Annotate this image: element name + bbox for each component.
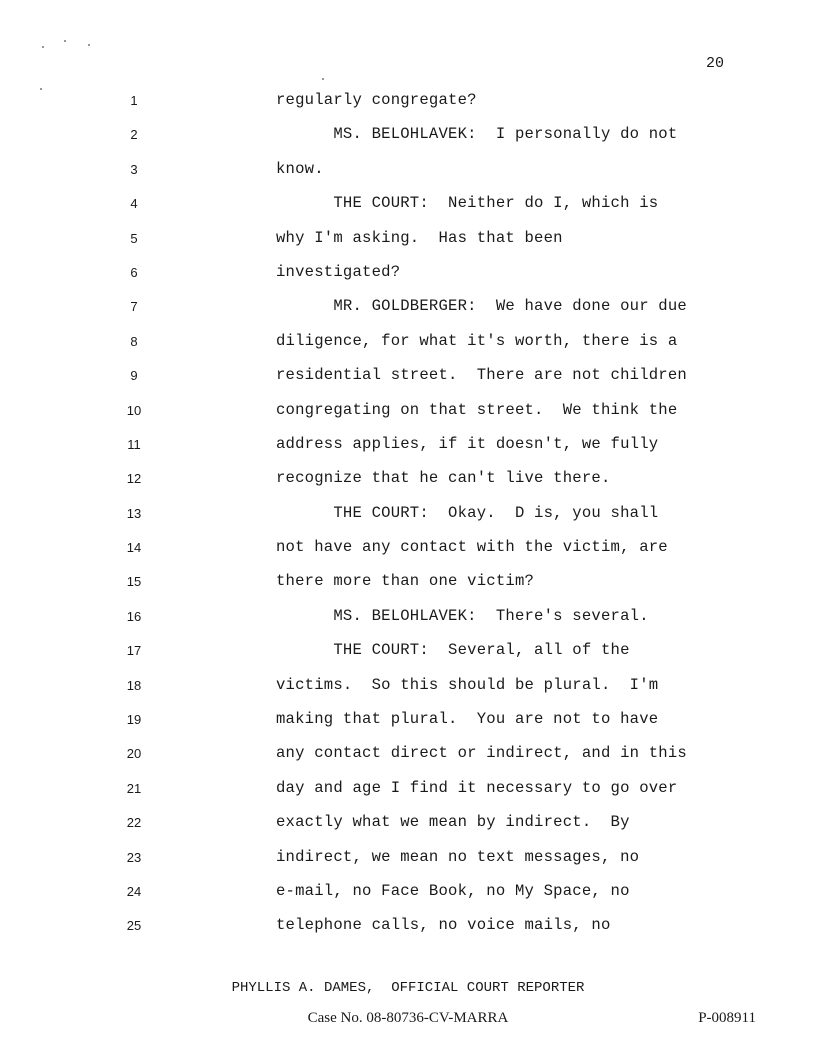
line-number: 21 (126, 780, 142, 796)
transcript-line (0, 294, 816, 328)
line-text: diligence, for what it's worth, there is a (276, 331, 678, 350)
line-number: 12 (126, 471, 142, 487)
line-number: 6 (130, 264, 138, 280)
line-number: 22 (126, 815, 142, 831)
transcript-line (0, 432, 816, 466)
line-text: exactly what we mean by indirect. By (276, 813, 630, 832)
line-number: 10 (126, 402, 142, 418)
transcript-line (0, 604, 816, 638)
transcript-line (0, 913, 816, 947)
line-text: THE COURT: Neither do I, which is (276, 194, 659, 213)
line-number: 14 (126, 540, 142, 556)
line-text: there more than one victim? (276, 572, 535, 591)
scan-speck (322, 78, 324, 80)
transcript-line (0, 88, 816, 122)
line-number: 25 (126, 918, 142, 934)
line-number: 20 (126, 746, 142, 762)
transcript-line (0, 535, 816, 569)
line-text: making that plural. You are not to have (276, 710, 659, 729)
transcript-line (0, 673, 816, 707)
transcript-line (0, 776, 816, 810)
transcript-line (0, 466, 816, 500)
line-text: recognize that he can't live there. (276, 469, 611, 488)
line-text: any contact direct or indirect, and in this (276, 744, 687, 763)
line-text: THE COURT: Okay. D is, you shall (276, 503, 659, 522)
scan-speck (40, 88, 42, 90)
transcript-line (0, 810, 816, 844)
transcript-line (0, 398, 816, 432)
line-text: investigated? (276, 262, 401, 281)
transcript-line (0, 638, 816, 672)
transcript-body (0, 88, 816, 948)
line-text: residential street. There are not children (276, 366, 687, 385)
transcript-line (0, 157, 816, 191)
line-number: 23 (126, 849, 142, 865)
scan-speck (42, 46, 44, 48)
transcript-line (0, 845, 816, 879)
transcript-line (0, 741, 816, 775)
line-text: MR. GOLDBERGER: We have done our due (276, 297, 687, 316)
case-number: Case No. 08-80736-CV-MARRA (307, 1010, 509, 1026)
line-number: 17 (126, 643, 142, 659)
court-reporter-footer: PHYLLIS A. DAMES, OFFICIAL COURT REPORTER (231, 980, 585, 996)
transcript-line (0, 501, 816, 535)
line-number: 24 (126, 883, 142, 899)
page-number: 20 (705, 55, 724, 72)
line-number: 1 (130, 93, 138, 108)
line-text: e-mail, no Face Book, no My Space, no (276, 881, 630, 900)
line-text: telephone calls, no voice mails, no (276, 916, 611, 935)
line-number: 9 (130, 368, 138, 384)
line-number: 13 (126, 505, 142, 521)
line-number: 4 (130, 196, 138, 212)
line-number: 15 (126, 574, 142, 590)
scan-speck (64, 40, 66, 42)
line-number: 2 (130, 127, 138, 143)
line-text: MS. BELOHLAVEK: There's several. (276, 606, 649, 625)
transcript-line (0, 122, 816, 156)
line-text: THE COURT: Several, all of the (276, 641, 630, 660)
transcript-line (0, 226, 816, 260)
transcript-line (0, 707, 816, 741)
line-text: address applies, if it doesn't, we fully (276, 434, 659, 453)
line-text: know. (276, 159, 324, 178)
line-text: regularly congregate? (276, 91, 477, 109)
scan-speck (88, 44, 90, 46)
line-text: why I'm asking. Has that been (276, 228, 563, 247)
line-number: 16 (126, 608, 142, 624)
line-number: 7 (130, 299, 138, 315)
line-number: 19 (126, 712, 142, 728)
transcript-line (0, 879, 816, 913)
line-text: not have any contact with the victim, are (276, 538, 668, 557)
transcript-line (0, 569, 816, 603)
line-text: day and age I find it necessary to go over (276, 778, 678, 797)
bates-number: P-008911 (698, 1010, 756, 1026)
transcript-line (0, 191, 816, 225)
line-text: indirect, we mean no text messages, no (276, 847, 640, 866)
line-number: 5 (130, 230, 138, 246)
line-number: 18 (126, 677, 142, 693)
line-text: MS. BELOHLAVEK: I personally do not (276, 125, 678, 144)
transcript-line (0, 363, 816, 397)
line-text: congregating on that street. We think the (276, 400, 678, 419)
line-text: victims. So this should be plural. I'm (276, 675, 659, 694)
transcript-line (0, 260, 816, 294)
transcript-line (0, 329, 816, 363)
line-number: 8 (130, 333, 138, 349)
line-number: 3 (130, 161, 138, 177)
line-number: 11 (127, 436, 141, 452)
